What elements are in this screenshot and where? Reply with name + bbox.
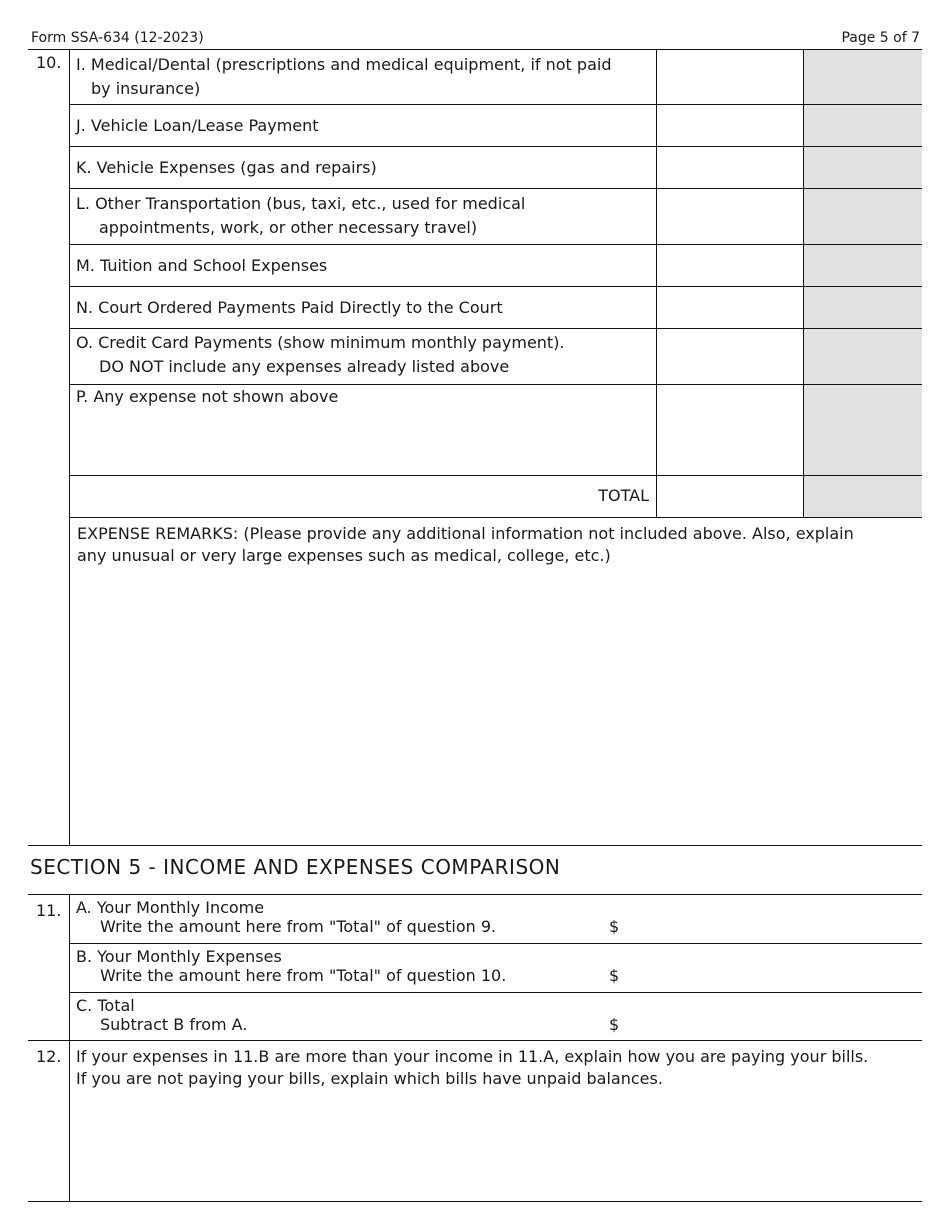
form-id: Form SSA-634 (12-2023) xyxy=(31,30,204,46)
expense-remarks-label xyxy=(77,523,917,567)
expense-item-label: L. Other Transportation (bus, taxi, etc., used for medical xyxy=(76,194,526,213)
monthly-income-field[interactable] xyxy=(625,912,915,940)
amount-field-j[interactable] xyxy=(657,105,803,146)
q12-prompt-line: If your expenses in 11.B are more than your income in 11.A, explain how you are paying your bills. xyxy=(76,1047,869,1066)
comparison-instruction: Subtract B from A. xyxy=(100,1015,248,1034)
expense-item-label-cont: by insurance) xyxy=(91,79,201,98)
amount-field-i[interactable] xyxy=(657,50,803,104)
amount-field-m[interactable] xyxy=(657,245,803,286)
q12-bottom-rule xyxy=(28,1201,922,1202)
q12-prompt-line: If you are not paying your bills, explain which bills have unpaid balances. xyxy=(76,1069,663,1088)
amount-field-l[interactable] xyxy=(657,189,803,244)
comparison-row-b xyxy=(76,947,506,985)
row-rule xyxy=(69,517,922,518)
expense-remarks-line: EXPENSE REMARKS: (Please provide any additional information not included above. Also, explain xyxy=(77,524,854,543)
question-number-12: 12. xyxy=(36,1047,62,1066)
expense-item-j: J. Vehicle Loan/Lease Payment xyxy=(76,116,319,135)
expense-item-label: I. Medical/Dental (prescriptions and medical equipment, if not paid xyxy=(76,55,612,74)
comparison-row-a xyxy=(76,898,496,936)
amount-field-o[interactable] xyxy=(657,329,803,384)
question-number-10: 10. xyxy=(36,53,62,72)
comparison-instruction: Write the amount here from "Total" of question 9. xyxy=(100,917,497,936)
total-amount-field[interactable] xyxy=(657,476,803,517)
q12-top-rule xyxy=(28,1040,922,1041)
currency-symbol: $ xyxy=(609,966,620,985)
expense-item-label: O. Credit Card Payments (show minimum monthly payment). xyxy=(76,333,565,352)
q11-top-rule xyxy=(28,894,922,895)
question-number-11: 11. xyxy=(36,901,62,920)
q12-explanation-field[interactable] xyxy=(70,1094,922,1200)
amount-field-k[interactable] xyxy=(657,147,803,188)
expense-remarks-line: any unusual or very large expenses such as medical, college, etc.) xyxy=(77,546,611,565)
expense-item-l xyxy=(76,192,525,240)
row-rule xyxy=(69,992,922,993)
amount-field-n[interactable] xyxy=(657,287,803,328)
page-number: Page 5 of 7 xyxy=(841,30,920,46)
expense-item-m: M. Tuition and School Expenses xyxy=(76,256,328,275)
p-description-field[interactable] xyxy=(70,410,655,474)
amount-field-p[interactable] xyxy=(657,385,803,475)
currency-symbol: $ xyxy=(609,917,620,936)
expense-item-p: P. Any expense not shown above xyxy=(76,387,339,406)
comparison-label: A. Your Monthly Income xyxy=(76,898,265,917)
expense-item-k: K. Vehicle Expenses (gas and repairs) xyxy=(76,158,377,177)
comparison-label: C. Total xyxy=(76,996,135,1015)
total-difference-field[interactable] xyxy=(625,1010,915,1038)
q12-prompt xyxy=(76,1046,921,1090)
monthly-expenses-field[interactable] xyxy=(625,961,915,989)
expense-item-label-cont: DO NOT include any expenses already listed above xyxy=(99,357,510,376)
comparison-label: B. Your Monthly Expenses xyxy=(76,947,282,966)
expense-item-label-cont: appointments, work, or other necessary travel) xyxy=(99,218,478,237)
section-5-title: SECTION 5 - INCOME AND EXPENSES COMPARISON xyxy=(30,855,561,879)
q10-bottom-rule xyxy=(28,845,922,846)
row-rule xyxy=(69,943,922,944)
total-label: TOTAL xyxy=(598,486,649,505)
comparison-row-c xyxy=(76,996,247,1034)
expense-item-o xyxy=(76,331,565,379)
expense-item-i xyxy=(76,53,611,101)
q10-shade-divider xyxy=(803,49,804,517)
comparison-instruction: Write the amount here from "Total" of question 10. xyxy=(100,966,507,985)
currency-symbol: $ xyxy=(609,1015,620,1034)
shaded-column xyxy=(804,50,922,517)
expense-item-n: N. Court Ordered Payments Paid Directly to the Court xyxy=(76,298,503,317)
expense-remarks-field[interactable] xyxy=(70,572,922,844)
